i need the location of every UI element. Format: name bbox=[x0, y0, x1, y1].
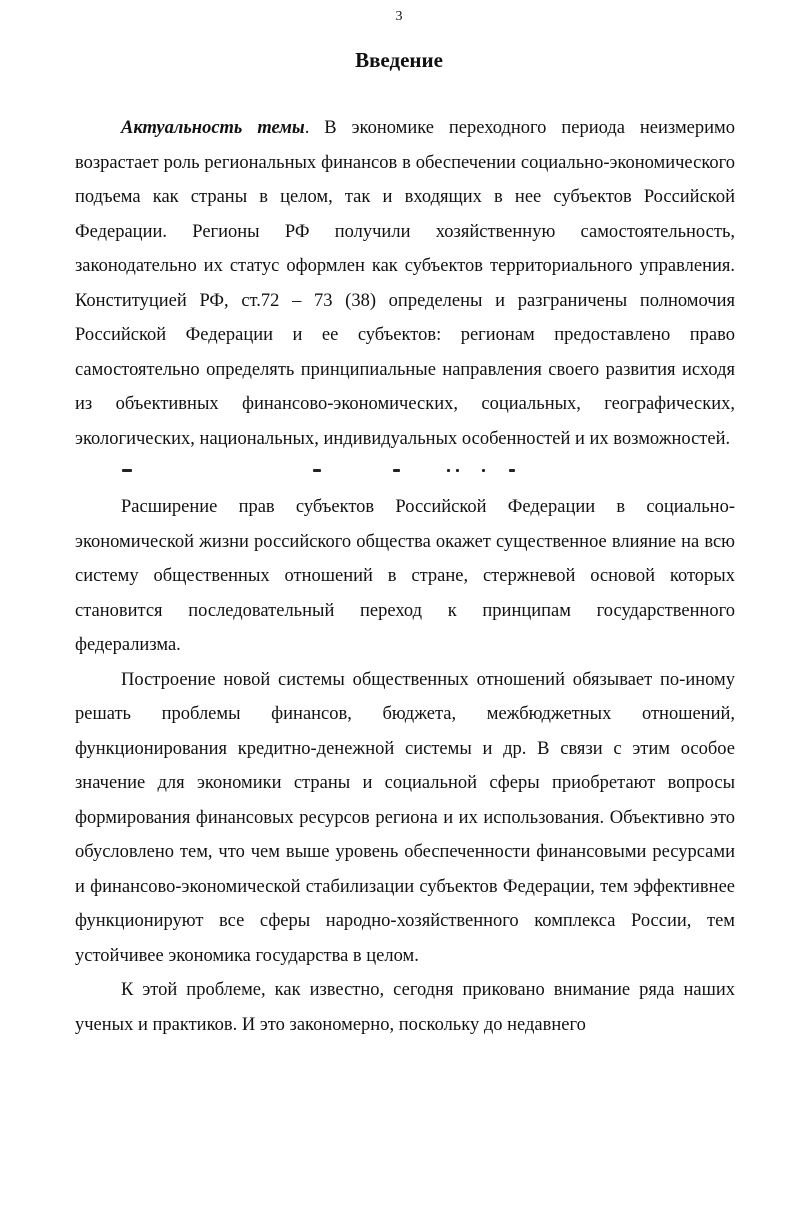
scan-mark bbox=[447, 469, 450, 472]
scan-mark bbox=[393, 469, 400, 472]
scan-mark bbox=[122, 469, 132, 472]
paragraph-relevance bbox=[75, 111, 735, 456]
page-title: Введение bbox=[355, 48, 443, 72]
page-number: 3 bbox=[395, 9, 403, 24]
scan-mark bbox=[482, 469, 485, 472]
lead-phrase: Актуальность темы bbox=[121, 118, 305, 138]
scan-mark bbox=[509, 469, 515, 472]
body-text bbox=[75, 111, 735, 1042]
paragraph-attention: К этой проблеме, как известно, сегодня приковано внимание ряда наших ученых и практиков. И это закономерно, поскольку до недавнего bbox=[75, 980, 735, 1035]
scan-mark bbox=[313, 469, 321, 472]
paragraph-relevance-text: . В экономике переходного периода неизмеримо возрастает роль региональных финансов в обеспечении социально-экономического подъема как страны в целом, так и входящих в нее субъектов Российской Федерации. Регионы РФ получили хозяйственную самостоятельность, законодательно их статус оформлен как субъектов территориального управления. Конституцией РФ, ст.72 – 73 (38) определены и разграничены полномочия Российской Федерации и ее субъектов: регионам предоставлено право самостоятельно определять принципиальные направления своего развития исходя из объективных финансово-экономических, социальных, географических, экологических, национальных, индивидуальных особенностей и их возможностей. bbox=[75, 118, 735, 449]
paragraph-rights: Расширение прав субъектов Российской Федерации в социально-экономической жизни российского общества окажет существенное влияние на всю систему общественных отношений в стране, стержневой основой которых становится последовательный переход к принципам государственного федерализма. bbox=[75, 497, 735, 655]
scan-artifact-row bbox=[75, 456, 735, 490]
scan-mark bbox=[456, 469, 459, 472]
paragraph-new-system: Построение новой системы общественных отношений обязывает по-иному решать проблемы финансов, бюджета, межбюджетных отношений, функционирования кредитно-денежной системы и др. В связи с этим особое значение для экономики страны и социальной сферы приобретают вопросы формирования финансовых ресурсов региона и их использования. Объективно это обусловлено тем, что чем выше уровень обеспеченности финансовыми ресурсами и финансово-экономической стабилизации субъектов Федерации, тем эффективнее функционируют все сферы народно-хозяйственного комплекса России, тем устойчивее экономика государства в целом. bbox=[75, 669, 735, 966]
